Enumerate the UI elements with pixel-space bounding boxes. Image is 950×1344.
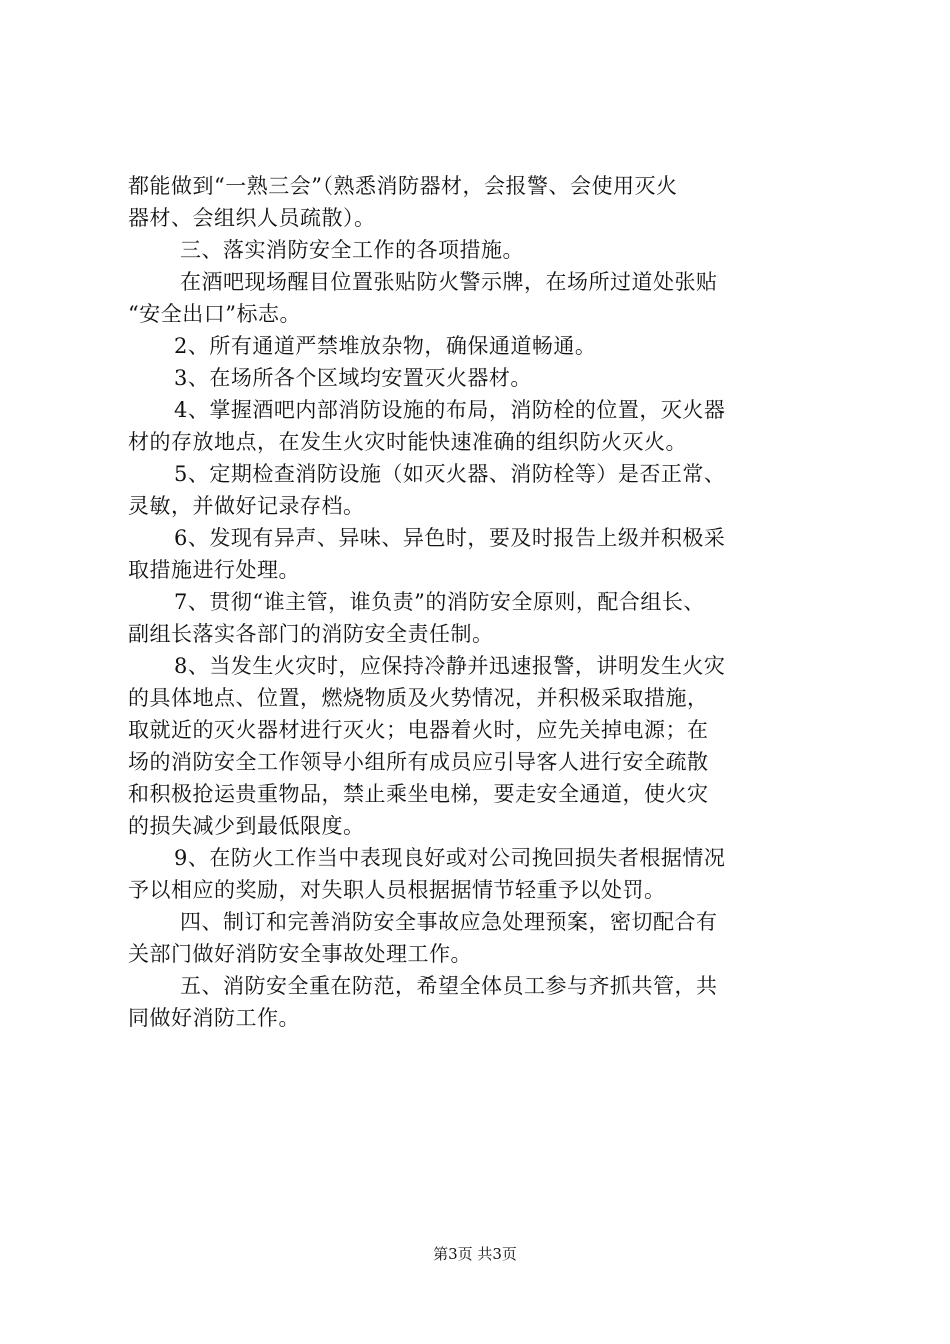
text-line: 器材、会组织人员疏散）。 xyxy=(128,206,376,230)
text-line: 灵敏，并做好记录存档。 xyxy=(128,494,365,518)
text-line: 都能做到“一熟三会”（熟悉消防器材，会报警、会使用灭火 xyxy=(128,174,678,198)
text-line: 的具体地点、位置，燃烧物质及火势情况，并积极采取措施， xyxy=(128,686,709,710)
text-line: 同做好消防工作。 xyxy=(128,1006,300,1030)
text-line: 五、消防安全重在防范，希望全体员工参与齐抓共管，共 xyxy=(180,974,718,998)
text-line: 8、当发生火灾时，应保持冷静并迅速报警，讲明发生火灾 xyxy=(174,654,726,678)
text-line: 取就近的灭火器材进行灭火；电器着火时，应先关掉电源；在 xyxy=(128,718,709,742)
document-body xyxy=(128,170,838,1034)
page-footer: 第3页 共3页 xyxy=(433,1245,517,1263)
text-line: 和积极抢运贵重物品，禁止乘坐电梯，要走安全通道，使火灾 xyxy=(128,782,709,806)
text-line: 四、制订和完善消防安全事故应急处理预案，密切配合有 xyxy=(180,910,718,934)
text-line: 三、落实消防安全工作的各项措施。 xyxy=(180,238,524,262)
text-line: 在酒吧现场醒目位置张贴防火警示牌，在场所过道处张贴 xyxy=(180,270,718,294)
text-line: 9、在防火工作当中表现良好或对公司挽回损失者根据情况 xyxy=(174,846,726,870)
text-line: 4、掌握酒吧内部消防设施的布局，消防栓的位置，灭火器 xyxy=(174,398,726,422)
text-line: 予以相应的奖励，对失职人员根据据情节轻重予以处罚。 xyxy=(128,878,666,902)
text-line: 关部门做好消防安全事故处理工作。 xyxy=(128,942,472,966)
text-line: 的损失减少到最低限度。 xyxy=(128,814,365,838)
text-line: 7、贯彻“谁主管，谁负责”的消防安全原则，配合组长、 xyxy=(174,590,705,614)
text-line: 2、所有通道严禁堆放杂物，确保通道畅通。 xyxy=(174,334,597,358)
text-line: 副组长落实各部门的消防安全责任制。 xyxy=(128,622,494,646)
text-line: 取措施进行处理。 xyxy=(128,558,300,582)
text-line: 6、发现有异声、异味、异色时，要及时报告上级并积极采 xyxy=(174,526,726,550)
text-line: 5、定期检查消防设施（如灭火器、消防栓等）是否正常、 xyxy=(174,462,726,486)
text-line: 场的消防安全工作领导小组所有成员应引导客人进行安全疏散 xyxy=(128,750,709,774)
text-line: 3、在场所各个区域均安置灭火器材。 xyxy=(174,366,532,390)
text-line: “安全出口”标志。 xyxy=(128,302,301,326)
text-line: 材的存放地点，在发生火灾时能快速准确的组织防火灭火。 xyxy=(128,430,687,454)
